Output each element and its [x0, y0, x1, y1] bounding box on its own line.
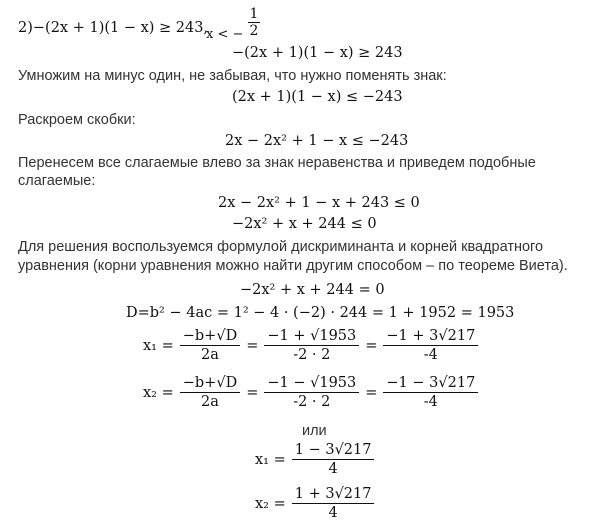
root-x2-alt: [255, 486, 376, 521]
x1-general-numerator: −b+√D: [180, 328, 240, 346]
problem-header: [18, 20, 208, 36]
x1-simplified-denominator: -4: [423, 347, 438, 363]
root-x1-alt: [255, 442, 376, 477]
equals-sign: =: [246, 337, 259, 354]
problem-number: 2): [18, 20, 33, 36]
text-solve-line-2: уравнения (корни уравнения можно найти другим способом – по теореме Виета).: [18, 258, 568, 274]
x2-substituted-denominator: -2 · 2: [293, 394, 331, 410]
x2-alt-numerator: 1 + 3√217: [292, 486, 375, 504]
x1-simplified-fraction: [383, 328, 478, 363]
x1-alt-numerator: 1 − 3√217: [292, 442, 375, 460]
root-x1-formula: [143, 328, 480, 363]
x1-general-fraction: [180, 328, 240, 363]
root-x2-formula: [143, 375, 480, 410]
text-expand: Раскроем скобки:: [18, 112, 136, 128]
problem-condition: [206, 6, 260, 42]
x1-alt-fraction: [292, 442, 375, 477]
x2-general-denominator: 2a: [201, 394, 219, 410]
x1-alt-label: x₁ =: [255, 451, 286, 468]
equals-sign: =: [246, 384, 259, 401]
discriminant-line: D=b² − 4ac = 1² − 4 · (−2) · 244 = 1 + 1952 = 1953: [126, 305, 515, 321]
condition-lhs: x < −: [206, 27, 244, 42]
text-or: или: [302, 423, 327, 439]
x1-substituted-denominator: -2 · 2: [293, 347, 331, 363]
x2-general-fraction: [180, 375, 240, 410]
x1-general-denominator: 2a: [201, 347, 219, 363]
expanded-inequality: 2x − 2x² + 1 − x ≤ −243: [225, 133, 409, 149]
text-move-line-1: Перенесем все слагаемые влево за знак неравенства и приведем подобные: [18, 155, 536, 171]
x2-general-numerator: −b+√D: [180, 375, 240, 393]
equals-sign: =: [365, 384, 378, 401]
condition-fraction: [248, 6, 261, 39]
x2-simplified-fraction: [383, 375, 478, 410]
x2-label: x₂ =: [143, 384, 174, 401]
problem-inequality: −(2x + 1)(1 − x) ≥ 243,: [32, 20, 209, 36]
restated-inequality: −(2x + 1)(1 − x) ≥ 243: [232, 45, 403, 61]
text-solve-line-1: Для решения воспользуемся формулой дискриминанта и корней квадратного: [18, 239, 544, 255]
simplified-inequality: −2x² + x + 244 ≤ 0: [232, 216, 377, 232]
x2-simplified-numerator: −1 − 3√217: [383, 375, 478, 393]
x1-simplified-numerator: −1 + 3√217: [383, 328, 478, 346]
moved-inequality: 2x − 2x² + 1 − x + 243 ≤ 0: [218, 195, 420, 211]
x1-substituted-numerator: −1 + √1953: [264, 328, 359, 346]
x2-alt-fraction: [292, 486, 375, 521]
x1-label: x₁ =: [143, 337, 174, 354]
x2-substituted-numerator: −1 − √1953: [264, 375, 359, 393]
condition-numerator: 1: [249, 6, 259, 22]
equals-sign: =: [365, 337, 378, 354]
text-multiply: Умножим на минус один, не забывая, что нужно поменять знак:: [18, 68, 447, 84]
text-move-line-2: слагаемые:: [18, 173, 96, 189]
quadratic-equation: −2x² + x + 244 = 0: [240, 282, 385, 298]
x1-substituted-fraction: [264, 328, 359, 363]
x2-substituted-fraction: [264, 375, 359, 410]
x2-alt-denominator: 4: [328, 505, 338, 521]
x2-simplified-denominator: -4: [423, 394, 438, 410]
multiplied-inequality: (2x + 1)(1 − x) ≤ −243: [232, 89, 403, 105]
condition-denominator: 2: [249, 23, 259, 39]
x1-alt-denominator: 4: [328, 461, 338, 477]
x2-alt-label: x₂ =: [255, 495, 286, 512]
